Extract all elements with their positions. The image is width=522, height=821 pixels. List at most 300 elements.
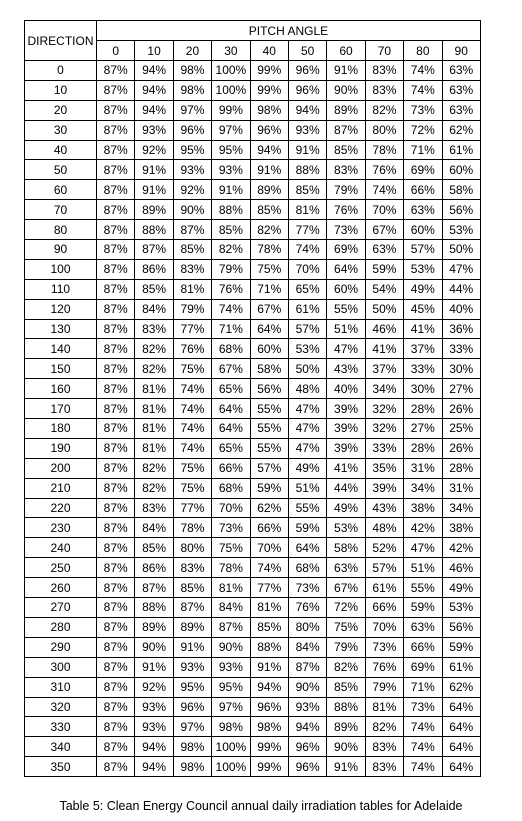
table-row (25, 717, 481, 737)
irradiation-value-cell: 68% (212, 478, 250, 498)
direction-cell: 0 (25, 61, 97, 81)
table-row (25, 100, 481, 120)
irradiation-value-cell: 57% (404, 240, 442, 260)
irradiation-value-cell: 87% (97, 120, 135, 140)
irradiation-value-cell: 60% (250, 339, 288, 359)
irradiation-value-cell: 85% (327, 140, 365, 160)
irradiation-value-cell: 91% (327, 61, 365, 81)
irradiation-value-cell: 65% (212, 438, 250, 458)
irradiation-value-cell: 81% (135, 438, 173, 458)
irradiation-value-cell: 100% (212, 757, 250, 777)
irradiation-value-cell: 59% (442, 637, 480, 657)
header-row-top (25, 21, 481, 41)
irradiation-value-cell: 93% (135, 717, 173, 737)
irradiation-value-cell: 83% (135, 319, 173, 339)
irradiation-value-cell: 59% (250, 478, 288, 498)
irradiation-value-cell: 87% (173, 598, 211, 618)
direction-cell: 150 (25, 359, 97, 379)
irradiation-value-cell: 41% (327, 458, 365, 478)
irradiation-value-cell: 75% (327, 617, 365, 637)
irradiation-value-cell: 64% (442, 697, 480, 717)
irradiation-value-cell: 87% (97, 359, 135, 379)
irradiation-value-cell: 73% (327, 220, 365, 240)
irradiation-value-cell: 46% (365, 319, 403, 339)
irradiation-value-cell: 64% (212, 399, 250, 419)
irradiation-value-cell: 97% (212, 120, 250, 140)
irradiation-value-cell: 87% (97, 399, 135, 419)
table-row (25, 220, 481, 240)
irradiation-value-cell: 69% (327, 240, 365, 260)
irradiation-value-cell: 85% (135, 538, 173, 558)
direction-header: DIRECTION (25, 21, 97, 61)
irradiation-value-cell: 67% (365, 220, 403, 240)
table-row (25, 617, 481, 637)
irradiation-value-cell: 61% (365, 578, 403, 598)
pitch-angle-column-header: 0 (97, 41, 135, 61)
irradiation-value-cell: 53% (404, 259, 442, 279)
irradiation-value-cell: 81% (135, 379, 173, 399)
irradiation-value-cell: 72% (327, 598, 365, 618)
irradiation-value-cell: 93% (173, 160, 211, 180)
irradiation-value-cell: 74% (404, 757, 442, 777)
irradiation-value-cell: 71% (404, 677, 442, 697)
irradiation-value-cell: 83% (365, 80, 403, 100)
irradiation-value-cell: 87% (135, 240, 173, 260)
irradiation-value-cell: 60% (442, 160, 480, 180)
irradiation-value-cell: 40% (442, 299, 480, 319)
irradiation-value-cell: 91% (327, 757, 365, 777)
irradiation-value-cell: 74% (173, 379, 211, 399)
direction-cell: 60 (25, 180, 97, 200)
irradiation-value-cell: 87% (97, 80, 135, 100)
irradiation-value-cell: 88% (327, 697, 365, 717)
irradiation-value-cell: 58% (442, 180, 480, 200)
irradiation-value-cell: 87% (97, 677, 135, 697)
irradiation-value-cell: 74% (404, 737, 442, 757)
irradiation-value-cell: 87% (97, 598, 135, 618)
irradiation-value-cell: 87% (97, 498, 135, 518)
irradiation-value-cell: 80% (173, 538, 211, 558)
direction-cell: 140 (25, 339, 97, 359)
direction-cell: 40 (25, 140, 97, 160)
irradiation-value-cell: 87% (97, 180, 135, 200)
irradiation-value-cell: 66% (212, 458, 250, 478)
irradiation-value-cell: 88% (135, 598, 173, 618)
direction-cell: 250 (25, 558, 97, 578)
table-row (25, 140, 481, 160)
irradiation-value-cell: 41% (404, 319, 442, 339)
irradiation-value-cell: 32% (365, 419, 403, 439)
table-row (25, 677, 481, 697)
irradiation-value-cell: 74% (365, 180, 403, 200)
irradiation-value-cell: 94% (135, 61, 173, 81)
irradiation-value-cell: 65% (288, 279, 326, 299)
irradiation-value-cell: 87% (97, 478, 135, 498)
irradiation-value-cell: 91% (135, 160, 173, 180)
irradiation-value-cell: 81% (173, 279, 211, 299)
irradiation-value-cell: 67% (212, 359, 250, 379)
irradiation-value-cell: 60% (327, 279, 365, 299)
irradiation-value-cell: 70% (365, 617, 403, 637)
irradiation-value-cell: 69% (404, 657, 442, 677)
irradiation-value-cell: 31% (442, 478, 480, 498)
irradiation-value-cell: 88% (250, 637, 288, 657)
irradiation-value-cell: 61% (442, 140, 480, 160)
irradiation-value-cell: 84% (288, 637, 326, 657)
irradiation-value-cell: 87% (288, 657, 326, 677)
irradiation-value-cell: 76% (327, 200, 365, 220)
irradiation-value-cell: 100% (212, 61, 250, 81)
irradiation-value-cell: 89% (135, 200, 173, 220)
irradiation-value-cell: 77% (288, 220, 326, 240)
irradiation-value-cell: 47% (442, 259, 480, 279)
irradiation-value-cell: 49% (288, 458, 326, 478)
irradiation-value-cell: 75% (250, 259, 288, 279)
irradiation-value-cell: 73% (288, 578, 326, 598)
irradiation-value-cell: 76% (173, 339, 211, 359)
irradiation-value-cell: 40% (327, 379, 365, 399)
irradiation-value-cell: 96% (173, 697, 211, 717)
irradiation-value-cell: 96% (288, 737, 326, 757)
irradiation-value-cell: 47% (288, 438, 326, 458)
irradiation-value-cell: 34% (442, 498, 480, 518)
direction-cell: 30 (25, 120, 97, 140)
irradiation-value-cell: 66% (404, 180, 442, 200)
table-caption: Table 5: Clean Energy Council annual daily irradiation tables for Adelaide (59, 799, 463, 813)
irradiation-value-cell: 96% (250, 697, 288, 717)
irradiation-value-cell: 87% (97, 379, 135, 399)
irradiation-value-cell: 87% (97, 419, 135, 439)
irradiation-value-cell: 44% (442, 279, 480, 299)
irradiation-value-cell: 80% (288, 617, 326, 637)
irradiation-value-cell: 74% (212, 299, 250, 319)
irradiation-value-cell: 87% (173, 220, 211, 240)
irradiation-value-cell: 38% (442, 518, 480, 538)
irradiation-value-cell: 98% (250, 100, 288, 120)
irradiation-value-cell: 75% (173, 458, 211, 478)
irradiation-value-cell: 37% (365, 359, 403, 379)
irradiation-value-cell: 71% (250, 279, 288, 299)
irradiation-value-cell: 84% (212, 598, 250, 618)
irradiation-value-cell: 77% (173, 319, 211, 339)
irradiation-value-cell: 81% (212, 578, 250, 598)
irradiation-value-cell: 68% (212, 339, 250, 359)
irradiation-value-cell: 63% (327, 558, 365, 578)
irradiation-value-cell: 89% (173, 617, 211, 637)
table-row (25, 657, 481, 677)
irradiation-value-cell: 82% (250, 220, 288, 240)
irradiation-value-cell: 94% (135, 80, 173, 100)
table-row (25, 399, 481, 419)
irradiation-value-cell: 84% (135, 518, 173, 538)
irradiation-value-cell: 81% (135, 399, 173, 419)
irradiation-value-cell: 33% (442, 339, 480, 359)
direction-cell: 280 (25, 617, 97, 637)
irradiation-value-cell: 70% (365, 200, 403, 220)
direction-cell: 210 (25, 478, 97, 498)
irradiation-value-cell: 82% (365, 100, 403, 120)
irradiation-value-cell: 53% (288, 339, 326, 359)
irradiation-value-cell: 73% (404, 697, 442, 717)
irradiation-value-cell: 79% (327, 637, 365, 657)
irradiation-value-cell: 55% (250, 399, 288, 419)
irradiation-value-cell: 87% (97, 538, 135, 558)
irradiation-value-cell: 74% (404, 717, 442, 737)
irradiation-value-cell: 78% (365, 140, 403, 160)
irradiation-value-cell: 87% (97, 61, 135, 81)
irradiation-value-cell: 87% (97, 717, 135, 737)
irradiation-value-cell: 33% (365, 438, 403, 458)
irradiation-value-cell: 83% (173, 558, 211, 578)
irradiation-value-cell: 39% (365, 478, 403, 498)
table-row (25, 359, 481, 379)
irradiation-value-cell: 89% (250, 180, 288, 200)
irradiation-value-cell: 28% (442, 458, 480, 478)
irradiation-value-cell: 94% (250, 677, 288, 697)
irradiation-value-cell: 92% (173, 180, 211, 200)
direction-cell: 310 (25, 677, 97, 697)
irradiation-value-cell: 90% (327, 737, 365, 757)
irradiation-value-cell: 48% (365, 518, 403, 538)
irradiation-value-cell: 79% (212, 259, 250, 279)
irradiation-value-cell: 99% (250, 737, 288, 757)
irradiation-value-cell: 91% (135, 657, 173, 677)
table-row (25, 737, 481, 757)
irradiation-value-cell: 78% (250, 240, 288, 260)
irradiation-value-cell: 36% (442, 319, 480, 339)
irradiation-value-cell: 78% (212, 558, 250, 578)
irradiation-value-cell: 83% (173, 259, 211, 279)
table-body (25, 61, 481, 777)
irradiation-value-cell: 49% (404, 279, 442, 299)
direction-cell: 290 (25, 637, 97, 657)
pitch-angle-column-header: 70 (365, 41, 403, 61)
irradiation-value-cell: 69% (404, 160, 442, 180)
irradiation-value-cell: 87% (97, 617, 135, 637)
table-row (25, 458, 481, 478)
irradiation-value-cell: 95% (212, 677, 250, 697)
irradiation-value-cell: 68% (288, 558, 326, 578)
irradiation-value-cell: 100% (212, 80, 250, 100)
irradiation-value-cell: 87% (97, 558, 135, 578)
irradiation-value-cell: 53% (442, 598, 480, 618)
irradiation-value-cell: 63% (365, 240, 403, 260)
irradiation-value-cell: 87% (97, 299, 135, 319)
irradiation-value-cell: 89% (327, 100, 365, 120)
table-row (25, 180, 481, 200)
irradiation-value-cell: 30% (404, 379, 442, 399)
irradiation-value-cell: 93% (173, 657, 211, 677)
irradiation-value-cell: 91% (135, 180, 173, 200)
irradiation-value-cell: 87% (97, 697, 135, 717)
irradiation-value-cell: 85% (250, 200, 288, 220)
irradiation-value-cell: 97% (173, 100, 211, 120)
irradiation-value-cell: 87% (97, 100, 135, 120)
table-row (25, 259, 481, 279)
pitch-angle-column-header: 40 (250, 41, 288, 61)
irradiation-value-cell: 43% (365, 498, 403, 518)
irradiation-value-cell: 87% (97, 220, 135, 240)
irradiation-value-cell: 49% (327, 498, 365, 518)
irradiation-value-cell: 26% (442, 399, 480, 419)
irradiation-value-cell: 88% (212, 200, 250, 220)
irradiation-value-cell: 90% (212, 637, 250, 657)
direction-cell: 170 (25, 399, 97, 419)
irradiation-value-cell: 98% (173, 80, 211, 100)
irradiation-value-cell: 87% (97, 578, 135, 598)
irradiation-value-cell: 70% (212, 498, 250, 518)
direction-cell: 80 (25, 220, 97, 240)
irradiation-value-cell: 59% (404, 598, 442, 618)
irradiation-value-cell: 96% (288, 757, 326, 777)
irradiation-value-cell: 51% (404, 558, 442, 578)
irradiation-value-cell: 63% (404, 200, 442, 220)
irradiation-value-cell: 67% (250, 299, 288, 319)
irradiation-value-cell: 87% (97, 657, 135, 677)
irradiation-value-cell: 87% (97, 279, 135, 299)
irradiation-value-cell: 75% (173, 359, 211, 379)
irradiation-table (24, 20, 481, 777)
irradiation-value-cell: 81% (288, 200, 326, 220)
table-row (25, 379, 481, 399)
direction-cell: 120 (25, 299, 97, 319)
irradiation-value-cell: 82% (327, 657, 365, 677)
irradiation-value-cell: 57% (250, 458, 288, 478)
irradiation-value-cell: 53% (442, 220, 480, 240)
irradiation-value-cell: 39% (327, 419, 365, 439)
irradiation-value-cell: 32% (365, 399, 403, 419)
table-row (25, 558, 481, 578)
irradiation-value-cell: 33% (404, 359, 442, 379)
irradiation-value-cell: 87% (97, 518, 135, 538)
irradiation-value-cell: 87% (97, 200, 135, 220)
irradiation-value-cell: 96% (250, 120, 288, 140)
irradiation-value-cell: 83% (365, 757, 403, 777)
irradiation-value-cell: 63% (442, 80, 480, 100)
irradiation-value-cell: 91% (173, 637, 211, 657)
irradiation-value-cell: 64% (212, 419, 250, 439)
direction-cell: 240 (25, 538, 97, 558)
irradiation-value-cell: 47% (288, 399, 326, 419)
irradiation-value-cell: 67% (327, 578, 365, 598)
irradiation-value-cell: 43% (327, 359, 365, 379)
direction-cell: 340 (25, 737, 97, 757)
irradiation-value-cell: 34% (404, 478, 442, 498)
irradiation-value-cell: 45% (404, 299, 442, 319)
direction-cell: 20 (25, 100, 97, 120)
irradiation-value-cell: 70% (288, 259, 326, 279)
irradiation-value-cell: 87% (97, 160, 135, 180)
direction-cell: 320 (25, 697, 97, 717)
table-row (25, 697, 481, 717)
irradiation-value-cell: 91% (250, 160, 288, 180)
pitch-angle-column-header: 90 (442, 41, 480, 61)
irradiation-value-cell: 95% (173, 140, 211, 160)
irradiation-value-cell: 91% (250, 657, 288, 677)
direction-cell: 350 (25, 757, 97, 777)
irradiation-value-cell: 56% (442, 617, 480, 637)
direction-cell: 270 (25, 598, 97, 618)
irradiation-value-cell: 28% (404, 399, 442, 419)
irradiation-value-cell: 90% (288, 677, 326, 697)
direction-cell: 220 (25, 498, 97, 518)
irradiation-value-cell: 39% (327, 438, 365, 458)
irradiation-value-cell: 90% (173, 200, 211, 220)
irradiation-value-cell: 94% (288, 100, 326, 120)
table-row (25, 598, 481, 618)
irradiation-value-cell: 46% (442, 558, 480, 578)
irradiation-value-cell: 57% (365, 558, 403, 578)
pitch-angle-column-header: 30 (212, 41, 250, 61)
irradiation-value-cell: 62% (250, 498, 288, 518)
irradiation-value-cell: 53% (327, 518, 365, 538)
irradiation-value-cell: 41% (365, 339, 403, 359)
irradiation-value-cell: 48% (288, 379, 326, 399)
irradiation-value-cell: 98% (173, 737, 211, 757)
irradiation-value-cell: 88% (288, 160, 326, 180)
irradiation-value-cell: 85% (327, 677, 365, 697)
irradiation-value-cell: 93% (212, 657, 250, 677)
table-row (25, 478, 481, 498)
irradiation-value-cell: 99% (250, 80, 288, 100)
pitch-angle-column-header: 20 (173, 41, 211, 61)
irradiation-value-cell: 87% (97, 458, 135, 478)
direction-cell: 330 (25, 717, 97, 737)
irradiation-value-cell: 99% (250, 757, 288, 777)
direction-cell: 100 (25, 259, 97, 279)
irradiation-value-cell: 98% (173, 757, 211, 777)
irradiation-value-cell: 100% (212, 737, 250, 757)
irradiation-value-cell: 63% (442, 61, 480, 81)
irradiation-value-cell: 50% (365, 299, 403, 319)
irradiation-value-cell: 83% (365, 737, 403, 757)
irradiation-value-cell: 93% (212, 160, 250, 180)
irradiation-value-cell: 85% (135, 279, 173, 299)
irradiation-value-cell: 74% (404, 80, 442, 100)
irradiation-value-cell: 42% (442, 538, 480, 558)
irradiation-value-cell: 99% (250, 61, 288, 81)
irradiation-value-cell: 94% (288, 717, 326, 737)
irradiation-value-cell: 63% (404, 617, 442, 637)
irradiation-value-cell: 86% (135, 558, 173, 578)
irradiation-value-cell: 79% (327, 180, 365, 200)
irradiation-value-cell: 79% (365, 677, 403, 697)
irradiation-value-cell: 82% (135, 478, 173, 498)
irradiation-value-cell: 47% (288, 419, 326, 439)
irradiation-value-cell: 76% (365, 657, 403, 677)
irradiation-value-cell: 86% (135, 259, 173, 279)
irradiation-value-cell: 37% (404, 339, 442, 359)
irradiation-value-cell: 35% (365, 458, 403, 478)
irradiation-value-cell: 28% (404, 438, 442, 458)
irradiation-value-cell: 81% (135, 419, 173, 439)
irradiation-value-cell: 96% (288, 80, 326, 100)
irradiation-value-cell: 96% (288, 61, 326, 81)
irradiation-value-cell: 39% (327, 399, 365, 419)
table-row (25, 279, 481, 299)
direction-cell: 300 (25, 657, 97, 677)
irradiation-value-cell: 85% (212, 220, 250, 240)
direction-cell: 70 (25, 200, 97, 220)
irradiation-value-cell: 95% (173, 677, 211, 697)
irradiation-value-cell: 79% (173, 299, 211, 319)
irradiation-value-cell: 74% (288, 240, 326, 260)
irradiation-value-cell: 76% (365, 160, 403, 180)
table-row (25, 438, 481, 458)
irradiation-value-cell: 64% (327, 259, 365, 279)
pitch-angle-column-header: 10 (135, 41, 173, 61)
irradiation-value-cell: 85% (173, 240, 211, 260)
